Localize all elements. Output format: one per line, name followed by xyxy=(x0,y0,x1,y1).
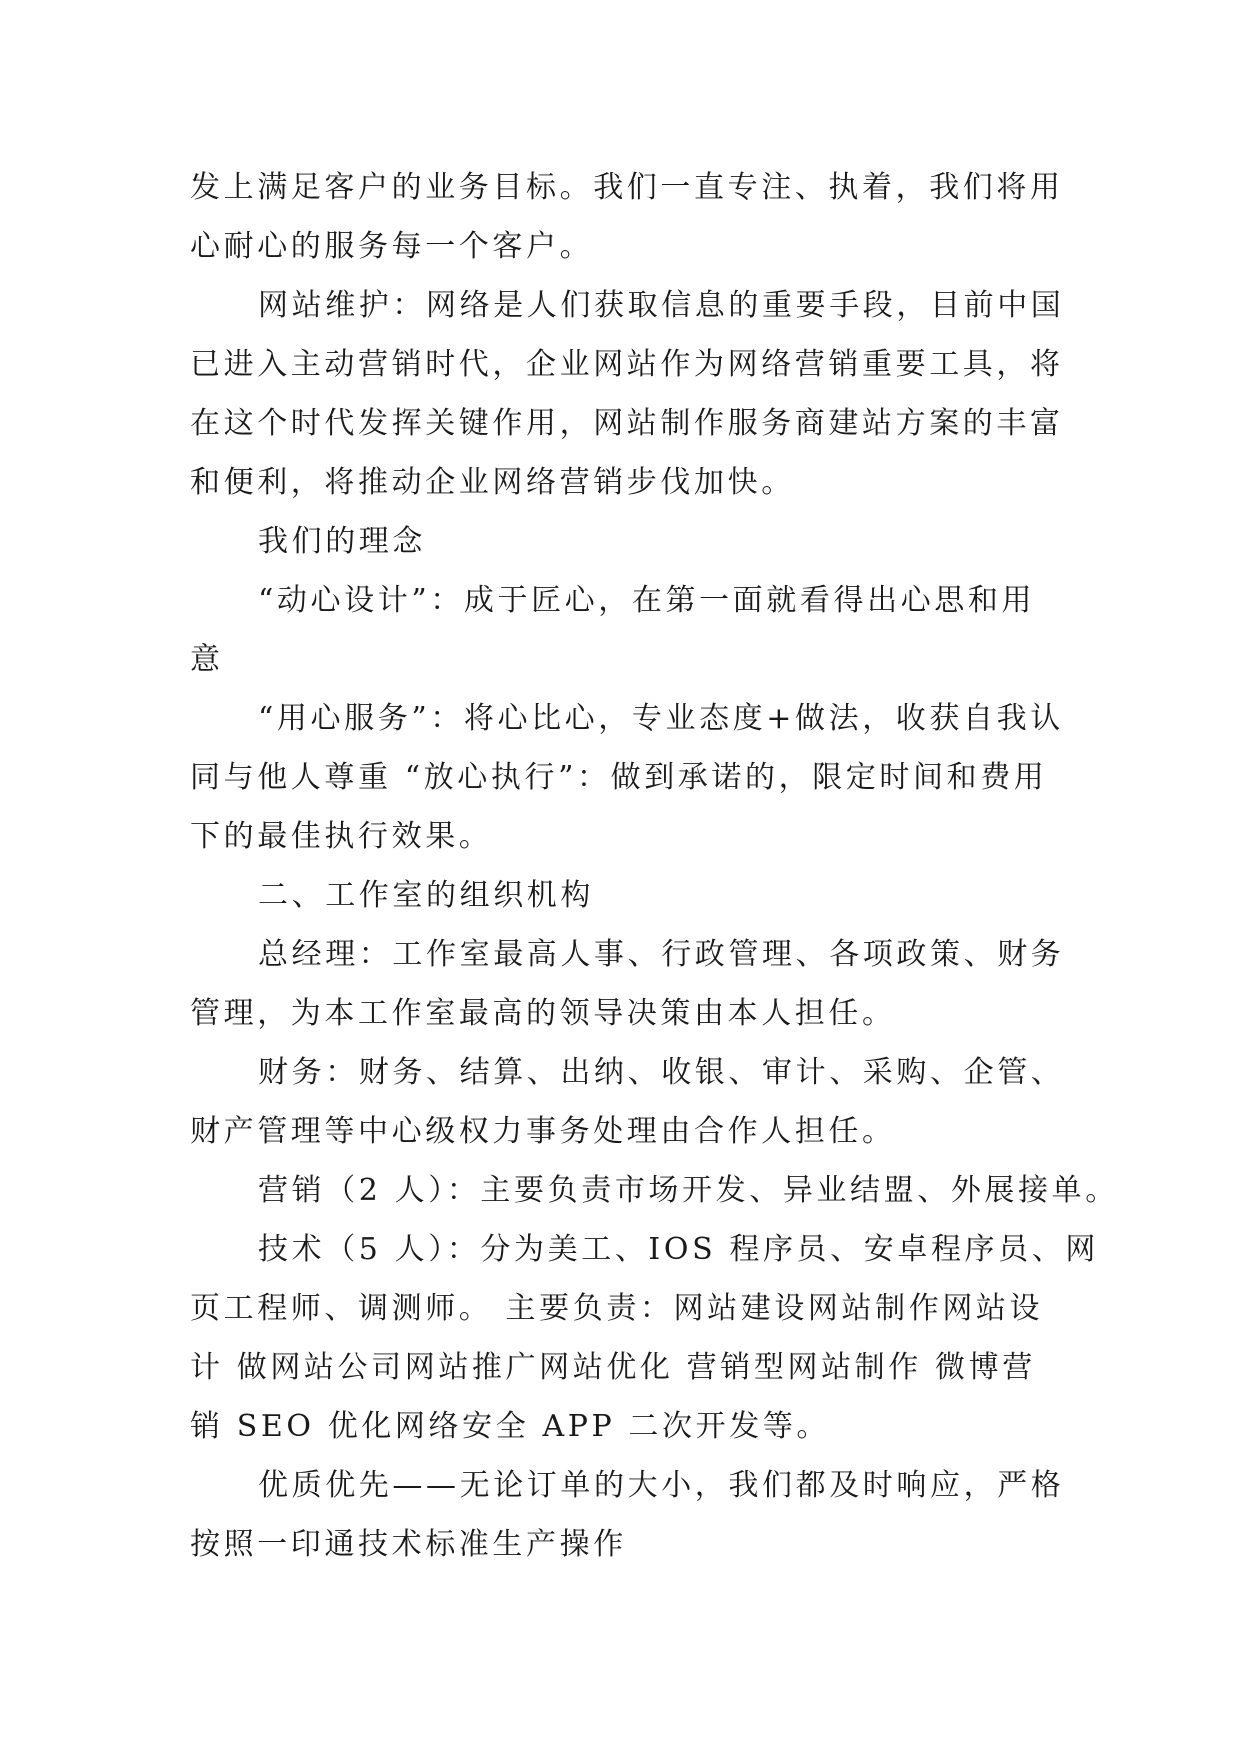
text-line: 在这个时代发挥关键作用，网站制作服务商建站方案的丰富 xyxy=(190,406,1064,441)
paragraph-first-line: 网站维护：网络是人们获取信息的重要手段，目前中国 xyxy=(258,288,1065,323)
text-line: 计 做网站公司网站推广网站优化 营销型网站制作 微博营 xyxy=(190,1350,1036,1385)
paragraph-first-line: 财务：财务、结算、出纳、收银、审计、采购、企管、 xyxy=(258,1055,1065,1090)
text-line: 销 SEO 优化网络安全 APP 二次开发等。 xyxy=(190,1409,831,1444)
text-line: 和便利，将推动企业网络营销步伐加快。 xyxy=(190,465,795,500)
section-heading: 二、工作室的组织机构 xyxy=(258,878,594,913)
text-line: 财产管理等中心级权力事务处理由合作人担任。 xyxy=(190,1114,896,1149)
section-heading: 我们的理念 xyxy=(258,524,426,559)
text-line: 管理，为本工作室最高的领导决策由本人担任。 xyxy=(190,996,896,1031)
text-line: 页工程师、调测师。 主要负责：网站建设网站制作网站设 xyxy=(190,1291,1044,1326)
text-line: 发上满足客户的业务目标。我们一直专注、执着，我们将用 xyxy=(190,170,1064,205)
text-line: 同与他人尊重 “放心执行”：做到承诺的，限定时间和费用 xyxy=(190,760,1048,795)
text-line: 已进入主动营销时代，企业网站作为网络营销重要工具，将 xyxy=(190,347,1064,382)
text-line: 按照一印通技术标准生产操作 xyxy=(190,1527,627,1562)
paragraph-first-line: 总经理：工作室最高人事、行政管理、各项政策、财务 xyxy=(258,937,1065,972)
paragraph-first-line: 营销（2 人）：主要负责市场开发、异业结盟、外展接单。 xyxy=(258,1173,1119,1208)
paragraph-first-line: “用心服务”：将心比心，专业态度+做法，收获自我认 xyxy=(258,701,1064,736)
text-line: 意 xyxy=(190,642,224,677)
document-body xyxy=(190,158,1119,1574)
paragraph-first-line: “动心设计”：成于匠心，在第一面就看得出心思和用 xyxy=(258,583,1036,618)
text-line: 下的最佳执行效果。 xyxy=(190,819,493,854)
paragraph-first-line: 技术（5 人）：分为美工、IOS 程序员、安卓程序员、网 xyxy=(258,1232,1099,1267)
paragraph-first-line: 优质优先——无论订单的大小，我们都及时响应，严格 xyxy=(258,1468,1065,1503)
text-line: 心耐心的服务每一个客户。 xyxy=(190,229,594,264)
